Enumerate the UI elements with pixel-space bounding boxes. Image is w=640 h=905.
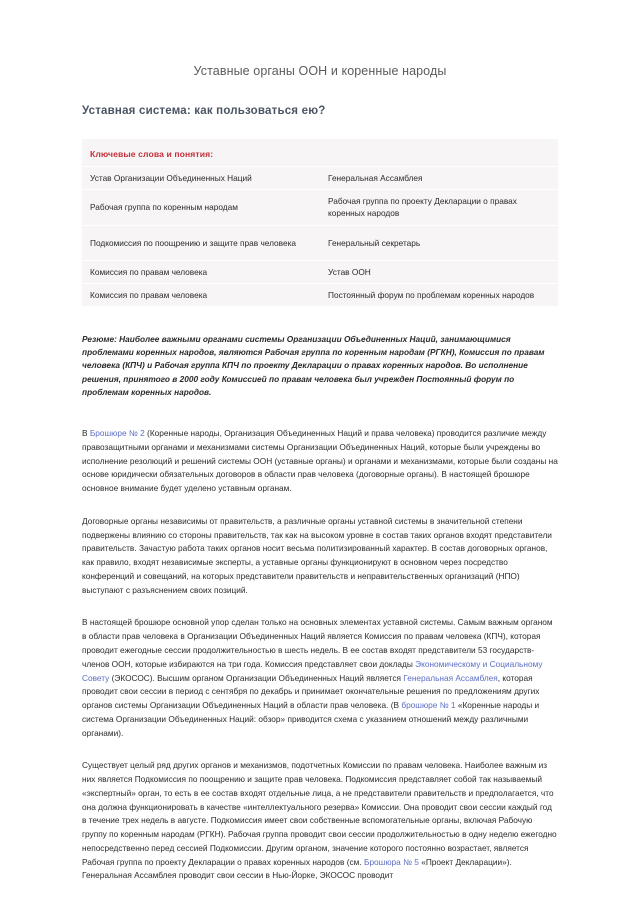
paragraph-charter-system: [82, 597, 558, 740]
table-row: [82, 260, 558, 283]
table-row: [82, 225, 558, 260]
paragraph-segment-2: «Проект Декларации»). Генеральная Ассамблея проводит свои сессии в Нью-Йорке, ЭКОСОС проводит: [82, 856, 512, 881]
key-term-right: Постоянный форум по проблемам коренных народов: [320, 283, 558, 306]
link-brochure-5[interactable]: Брошюра № 5: [364, 856, 419, 867]
paragraph-text-before-link: В: [82, 428, 90, 439]
key-term-left: Комиссия по правам человека: [82, 283, 320, 306]
link-general-assembly[interactable]: Генеральная Ассамблея: [403, 672, 498, 683]
key-terms-table: [82, 139, 558, 307]
paragraph-text-after-link: (Коренные народы, Организация Объединенных Наций и права человека) проводится различие между правозащитными органами и механизмами системы Организации Объединенных Наций, которые были учреждены во исполнение резолюций и решений системы ООН (уставные органы) и органами и механизмами, которые были созданы на основе юридически обязательных договоров в области прав человека (договорные органы). В настоящей брошюре основное внимание будет уделено уставным органам.: [82, 428, 558, 494]
summary-text: : Наиболее важными органами системы Организации Объединенных Наций, занимающимися проблемами коренных народов, являются Рабочая группа по коренным народам (РГКН), Комиссия по правам человека (КПЧ) и Рабочая группа КПЧ по проекту Декларации о правах коренных народов. Во исполнение решения, принятого в 2000 году Комиссией по правам человека был учрежден Постоянный форум по проблемам коренных народов.: [82, 333, 545, 398]
key-term-right: Генеральный секретарь: [320, 225, 558, 260]
paragraph-segment-1: В настоящей брошюре основной упор сделан только на основных элементах уставной системы. Самым важным органом в области прав человека в Организации Объединенных Наций является Комиссия по правам человека (КПЧ), которая проводит ежегодные сессии продолжительностью в шесть недель. В ее состав входят представители 53 государств-членов ООН, которые избираются на три года. Комиссия представляет свои доклады: [82, 617, 553, 669]
key-term-right: Генеральная Ассамблея: [320, 167, 558, 190]
paragraph-segment-4: «Коренные народы и система Организации Объединенных Наций: обзор» приводится схема с указанием отношений между различными органами).: [82, 700, 540, 738]
paragraph-segment-1: Существует целый ряд других органов и механизмов, подотчетных Комиссии по правам человека. Наиболее важным из них является Подкомиссия по поощрению и защите прав человека. Подкомиссия представляет собой так называемый «экспертный» орган, то есть в ее состав входят отдельные лица, а не представители правительств и предполагается, что она должна функционировать в качестве «интеллектуального резерва» Комиссии. Она проводит свои сессии каждый год в течение трех недель в августе. Подкомиссия имеет свои собственные вспомогательные органы, включая Рабочую группу по коренным народам (РГКН). Рабочая группа проводит свои сессии продолжительностью в одну неделю ежегодно непосредственно перед сессией Подкомиссии. Другим органом, значение которого постоянно возрастает, является Рабочая группа по проекту Декларации о правах коренных народов (см.: [82, 760, 557, 867]
page-title: Уставные органы ООН и коренные народы: [193, 64, 447, 78]
paragraph-treaty-bodies: Договорные органы независимы от правительств, а различные органы уставной системы в значительной степени подвержены влиянию со стороны правительств, так как на высоком уровне в состав таких органов входят представители правительств. Зачастую работа таких органов носит весьма политизированный характер. В состав договорных органов, как правило, входят независимые эксперты, а уставные органы функционируют в основном через посредство конференций и совещаний, на которых представители правительств и неправительственных организаций (НПО) выступают с разъяснением своих позиций.: [82, 515, 552, 595]
paragraph-brochure-2: [82, 408, 558, 496]
table-row: [82, 167, 558, 190]
paragraph-subcommission: [82, 740, 558, 883]
table-row-header: [82, 139, 558, 167]
table-row: [82, 190, 558, 225]
key-term-left: Рабочая группа по коренным народам: [82, 190, 320, 225]
key-term-right: Устав ООН: [320, 260, 558, 283]
summary-lead-label: Резюме: [82, 333, 115, 344]
summary-paragraph: [82, 333, 558, 400]
link-ecosoc[interactable]: Экономическому и Социальному Совету: [82, 658, 543, 683]
link-brochure-2[interactable]: Брошюре № 2: [89, 428, 145, 439]
paragraph-segment-3: , которая проводит свои сессии в период с сентября по декабрь и принимает окончательные решения по предложениям других органов системы Организации Объединенных Наций в области прав человека. (В: [82, 672, 540, 711]
key-term-right: Рабочая группа по проекту Декларации о правах коренных народов: [320, 190, 558, 225]
key-term-left: Подкомиссия по поощрению и защите прав человека: [82, 225, 320, 260]
key-terms-header-label: Ключевые слова и понятия:: [90, 149, 214, 159]
link-brochure-1[interactable]: брошюре № 1: [401, 700, 456, 711]
paragraph-segment-2: (ЭКОСОС). Высшим органом Организации Объединенных Наций является: [109, 672, 404, 683]
section-subtitle: Уставная система: как пользоваться ею?: [82, 105, 326, 117]
key-term-left: Устав Организации Объединенных Наций: [82, 167, 320, 190]
table-row: [82, 283, 558, 306]
key-term-left: Комиссия по правам человека: [82, 260, 320, 283]
key-terms-header-cell: [82, 139, 558, 167]
